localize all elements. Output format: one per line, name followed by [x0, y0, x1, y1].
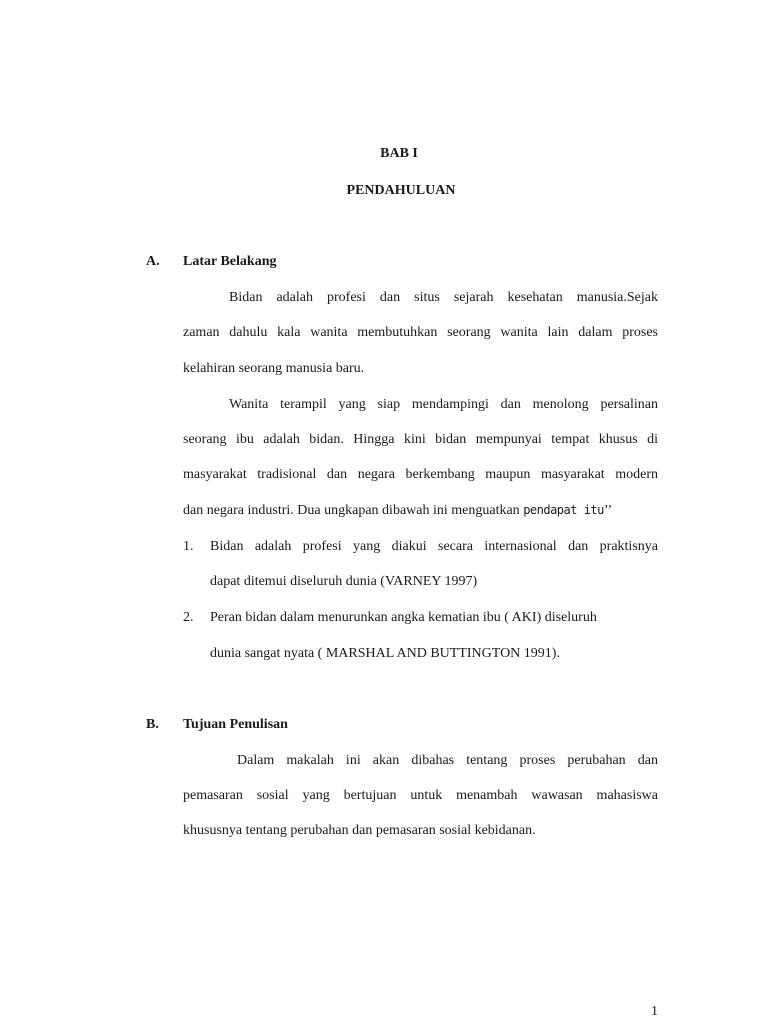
paragraph-line: [183, 503, 658, 519]
list-item-line: Bidan adalah profesi yang diakui secara internasional dan praktisnya: [210, 539, 658, 554]
paragraph-text: dan negara industri. Dua ungkapan dibawah ini menguatkan: [183, 503, 524, 518]
list-item-line: dapat ditemui diseluruh dunia (VARNEY 1997): [210, 574, 478, 589]
paragraph-text: ’’: [603, 503, 613, 518]
list-item-line: Peran bidan dalam menurunkan angka kematian ibu ( AKI) diseluruh: [210, 610, 597, 625]
section-a-number: A.: [146, 254, 160, 269]
chapter-heading: BAB I: [380, 146, 418, 161]
chapter-title: PENDAHULUAN: [346, 183, 456, 198]
list-item-line: dunia sangat nyata ( MARSHAL AND BUTTINGTON 1991).: [210, 646, 560, 661]
section-b-number: B.: [146, 717, 159, 732]
paragraph-line: Bidan adalah profesi dan situs sejarah kesehatan manusia.Sejak: [229, 290, 658, 305]
paragraph-line: Wanita terampil yang siap mendampingi dan menolong persalinan: [229, 397, 658, 412]
paragraph-line: khususnya tentang perubahan dan pemasaran sosial kebidanan.: [183, 823, 536, 838]
paragraph-line: zaman dahulu kala wanita membutuhkan seorang wanita lain dalam proses: [183, 325, 658, 340]
list-item-number: 1.: [183, 539, 194, 554]
paragraph-line: pemasaran sosial yang bertujuan untuk menambah wawasan mahasiswa: [183, 788, 658, 803]
paragraph-line: seorang ibu adalah bidan. Hingga kini bidan mempunyai tempat khusus di: [183, 432, 658, 447]
section-b-title: Tujuan Penulisan: [183, 717, 288, 732]
paragraph-line: masyarakat tradisional dan negara berkembang maupun masyarakat modern: [183, 467, 658, 482]
paragraph-text-mono: pendapat itu: [523, 503, 604, 517]
page-number: 1: [651, 1004, 658, 1019]
list-item-number: 2.: [183, 610, 194, 625]
paragraph-line: kelahiran seorang manusia baru.: [183, 361, 365, 376]
section-a-title: Latar Belakang: [183, 254, 277, 269]
paragraph-line: Dalam makalah ini akan dibahas tentang proses perubahan dan: [237, 753, 658, 768]
